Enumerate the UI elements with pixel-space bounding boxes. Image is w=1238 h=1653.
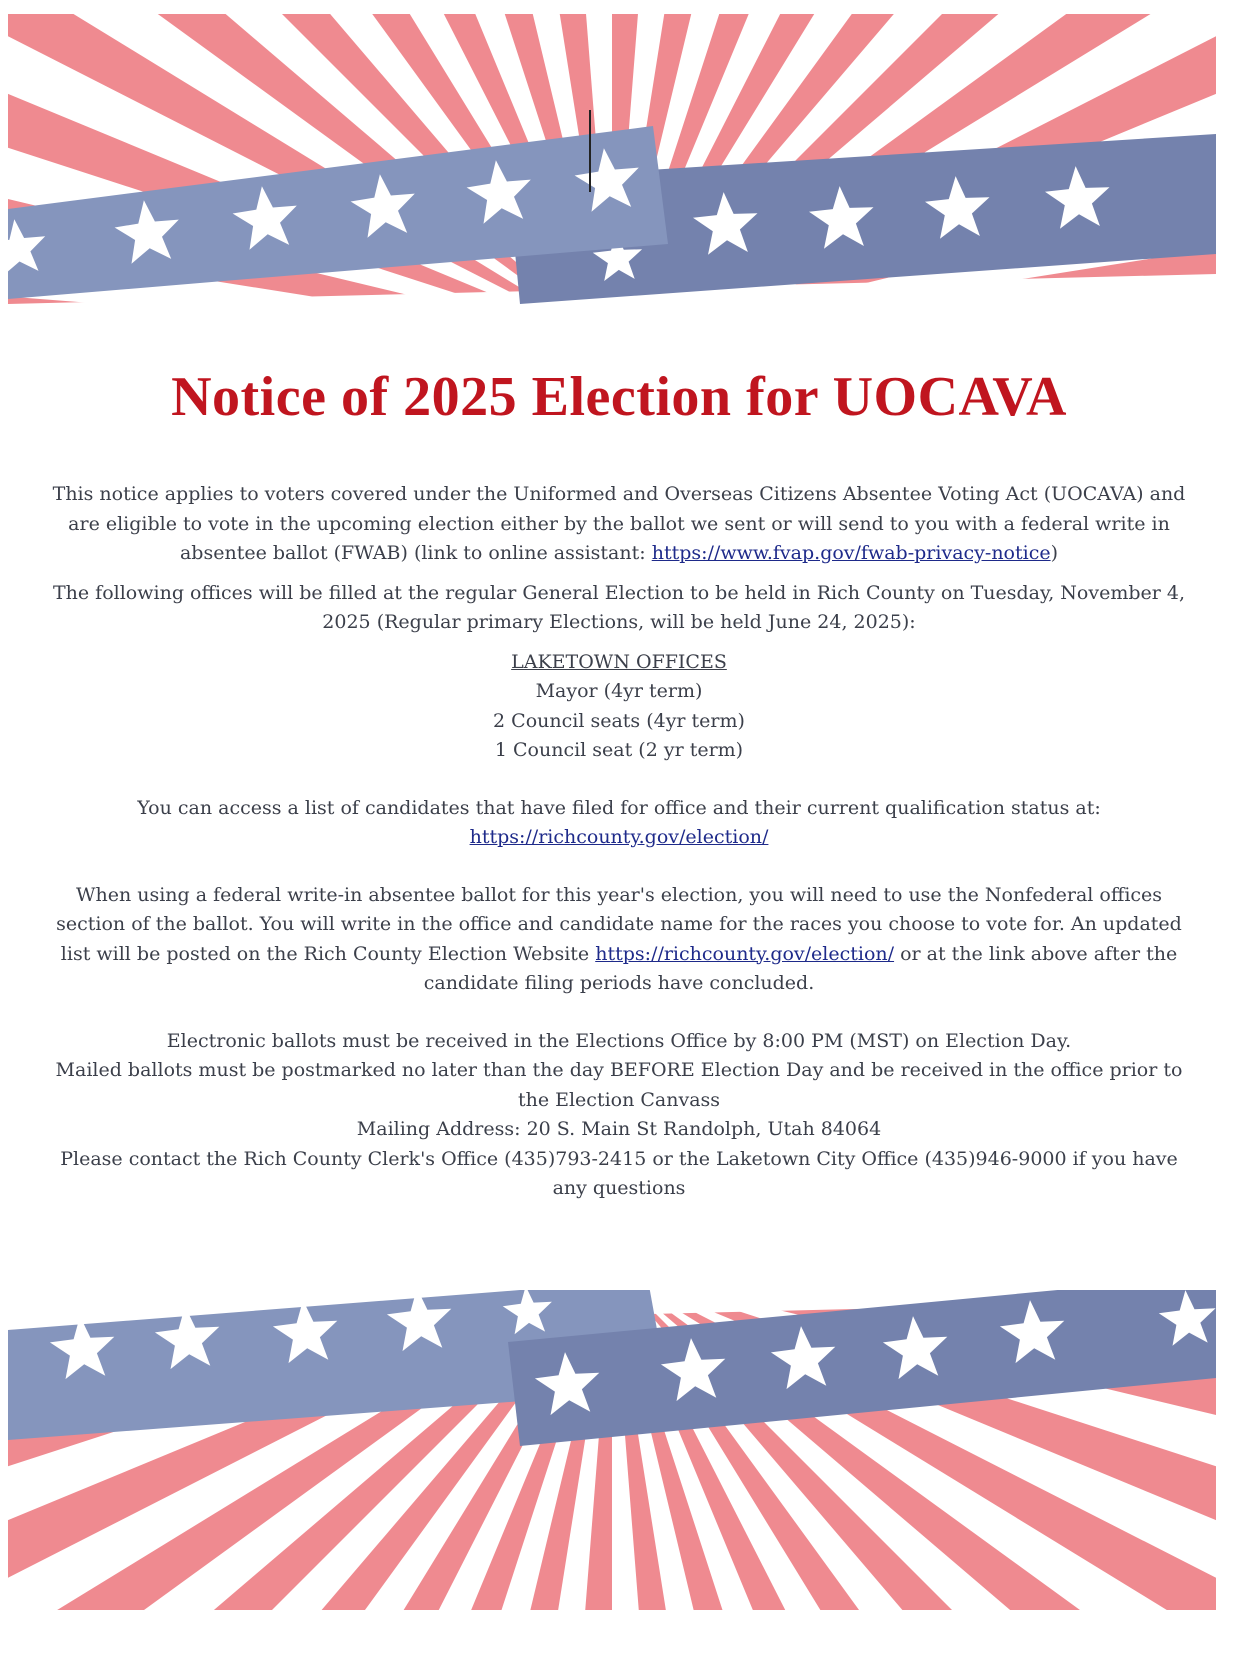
intro-text: This notice applies to voters covered under the Uniformed and Overseas Citizens Absentee Voting Act (UOCAVA) and are eligible to vote in the upcoming election either by the ballot we sent or will send to you with a federal write in absentee ballot (FWAB) (link to online assistant:	[52, 483, 1186, 564]
mailed-deadline: Mailed ballots must be postmarked no later than the day BEFORE Election Day and be received in the office prior to the Election Canvass	[55, 1059, 1183, 1111]
candidates-text: You can access a list of candidates that have filed for office and their current qualification status at:	[137, 796, 1101, 819]
offices-intro: The following offices will be filled at the regular General Election to be held in Rich County on Tuesday, November 4, 2025 (Regular primary Elections, will be held June 24, 2025):	[52, 581, 1186, 633]
patriotic-banner-top	[8, 14, 1216, 320]
offices-heading: LAKETOWN OFFICES	[511, 650, 727, 673]
deadlines-paragraph	[48, 1027, 1190, 1204]
contact-info: Please contact the Rich County Clerk's Office (435)793-2415 or the Laketown City Office (435)946-9000 if you have any questions	[60, 1147, 1178, 1199]
patriotic-banner-bottom	[8, 1290, 1216, 1610]
office-item: 1 Council seat (2 yr term)	[494, 739, 744, 761]
offices-list	[48, 648, 1190, 766]
intro-paragraph	[48, 480, 1190, 569]
mailing-address: Mailing Address: 20 S. Main St Randolph, Utah 84064	[356, 1118, 882, 1140]
office-item: 2 Council seats (4yr term)	[493, 709, 745, 732]
intro-after: )	[1050, 542, 1059, 564]
election-link-2[interactable]: https://richcounty.gov/election/	[595, 942, 895, 965]
candidates-paragraph	[48, 794, 1190, 853]
office-item: Mayor (4yr term)	[535, 680, 703, 702]
fvap-link[interactable]: https://www.fvap.gov/fwab-privacy-notice	[651, 542, 1051, 564]
election-link[interactable]: https://richcounty.gov/election/	[469, 826, 769, 848]
fwab-paragraph	[48, 881, 1190, 999]
notice-body	[48, 480, 1190, 1204]
sunburst-ribbon-graphic	[8, 14, 1216, 320]
page-title: Notice of 2025 Election for UOCAVA	[171, 366, 1067, 428]
fwab-after: or at the link above after the candidate filing periods have concluded.	[423, 942, 1178, 994]
electronic-deadline: Electronic ballots must be received in the Elections Office by 8:00 PM (MST) on Election Day.	[166, 1029, 1072, 1052]
sunburst-ribbon-graphic	[8, 1290, 1216, 1610]
fwab-text: When using a federal write-in absentee ballot for this year's election, you will need to use the Nonfederal offices section of the ballot. You will write in the office and candidate name for the races you choose to vote for. An updated list will be posted on the Rich County Election Website	[56, 883, 1182, 965]
